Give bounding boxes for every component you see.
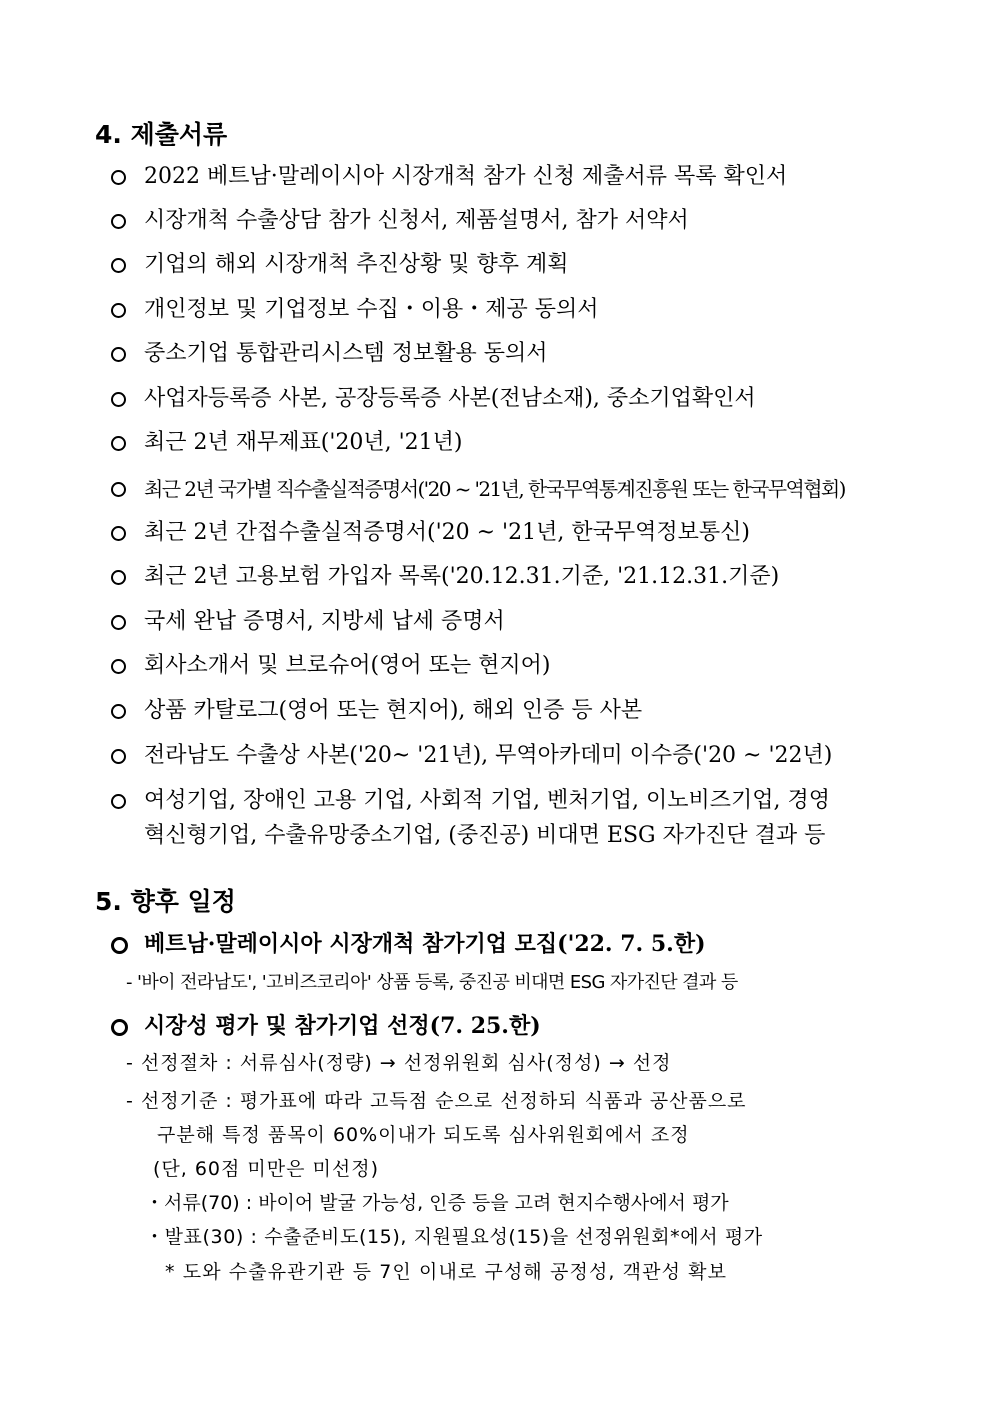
- sub-item: - '바이 전라남도', '고비즈코리아' 상품 등록, 중진공 비대면 ESG 자가진단 결과 등: [126, 972, 738, 993]
- circle-bullet-icon: [111, 615, 126, 630]
- circle-bullet-icon: [111, 303, 126, 318]
- circle-bullet-icon: [111, 1019, 128, 1036]
- circle-bullet-icon: [111, 794, 126, 809]
- circle-bullet-icon: [111, 347, 126, 362]
- circle-bullet-icon: [111, 214, 126, 229]
- sub-item-note: (단, 60점 미만은 미선정): [153, 1158, 379, 1180]
- circle-bullet-icon: [111, 482, 126, 497]
- circle-bullet-icon: [111, 659, 126, 674]
- sub-item: - 선정절차 : 서류심사(정량) → 선정위원회 심사(정성) → 선정: [126, 1052, 672, 1074]
- evaluation-item: ・발표(30) : 수출준비도(15), 지원필요성(15)을 선정위원회*에서 평가: [145, 1226, 763, 1248]
- section-5-heading: 5. 향후 일정: [95, 887, 236, 916]
- sub-item: - 선정기준 : 평가표에 따라 고득점 순으로 선정하되 식품과 공산품으로: [126, 1090, 747, 1112]
- circle-bullet-icon: [111, 937, 128, 954]
- document-page: 4. 제출서류 2022 베트남·말레이시아 시장개척 참가 신청 제출서류 목록 확인서 시장개척 수출상담 참가 신청서, 제품설명서, 참가 서약서 기업의 해외 시장개척 추진상황 및 향후 계획 개인정보 및 기업정보 수집・이용・제공 동의서 중소기업 통합관리시스템 정보활용 동의서 사업자등록증 사본, 공장등록증 사본(전남소재), 중소기업확인서 최근 2년 재무제표('20년, '21년) 최근 2년 국가별 직수출실적증명서('20 ~ '21년, 한국무역통계진흥원 또는 한국무역협회) 최근 2년 간접수출실적증명서('20 ~ '21년, 한국무역정보통신) 최근 2년 고용보험 가입자 목록('20.12.31.기준, '21.12.31.기준) 국세 완납 증명서, 지방세 납세 증명서 회사소개서 및 브로슈어(영어 또는 현지어) 상품 카탈로그(영어 또는 현지어), 해외 인증 등 사본 전라남도 수출상 사본('20~ '21년), 무역아카데미 이수증('20 ~ '22년) 여성기업, 장애인 고용 기업, 사회적 기업, 벤처기업, 이노비즈기업, 경영 혁신형기업, 수출유망중소기업, (중진공) 비대면 ESG 자가진단 결과 등 5. 향후 일정 베트남·말레이시아 시장개척 참가기업 모집('22. 7. 5.한) - '바이 전라남도', '고비즈코리아' 상품 등록, 중진공 비대면 ESG 자가진단 결과 등 시장성 평가 및 참가기업 선정(7. 25.한) - 선정절차 : 서류심사(정량) → 선정위원회 심사(정성) → 선정 - 선정기준 : 평가표에 따라 고득점 순으로 선정하되 식품과 공산품으로 구분해 특정 품목이 60%이내가 되도록 심사위원회에서 조정 (단, 60점 미만은 미선정) ・서류(70) : 바이어 발굴 가능성, 인증 등을 고려 현지수행사에서 평가 ・발표(30) : 수출준비도(15), 지원필요성(15)을 선정위원회*에서 평가 * 도와 수출유관기관 등 7인 이내로 구성해 공정성, 객관성 확보: [0, 0, 992, 1403]
- circle-bullet-icon: [111, 170, 126, 185]
- circle-bullet-icon: [111, 436, 126, 451]
- sub-item-continuation: 구분해 특정 품목이 60%이내가 되도록 심사위원회에서 조정: [157, 1124, 690, 1146]
- circle-bullet-icon: [111, 749, 126, 764]
- section-4-heading: 4. 제출서류: [95, 120, 228, 149]
- circle-bullet-icon: [111, 570, 126, 585]
- evaluation-item: ・서류(70) : 바이어 발굴 가능성, 인증 등을 고려 현지수행사에서 평가: [145, 1192, 729, 1214]
- circle-bullet-icon: [111, 704, 126, 719]
- circle-bullet-icon: [111, 392, 126, 407]
- circle-bullet-icon: [111, 258, 126, 273]
- footnote: * 도와 수출유관기관 등 7인 이내로 구성해 공정성, 객관성 확보: [165, 1261, 728, 1283]
- circle-bullet-icon: [111, 526, 126, 541]
